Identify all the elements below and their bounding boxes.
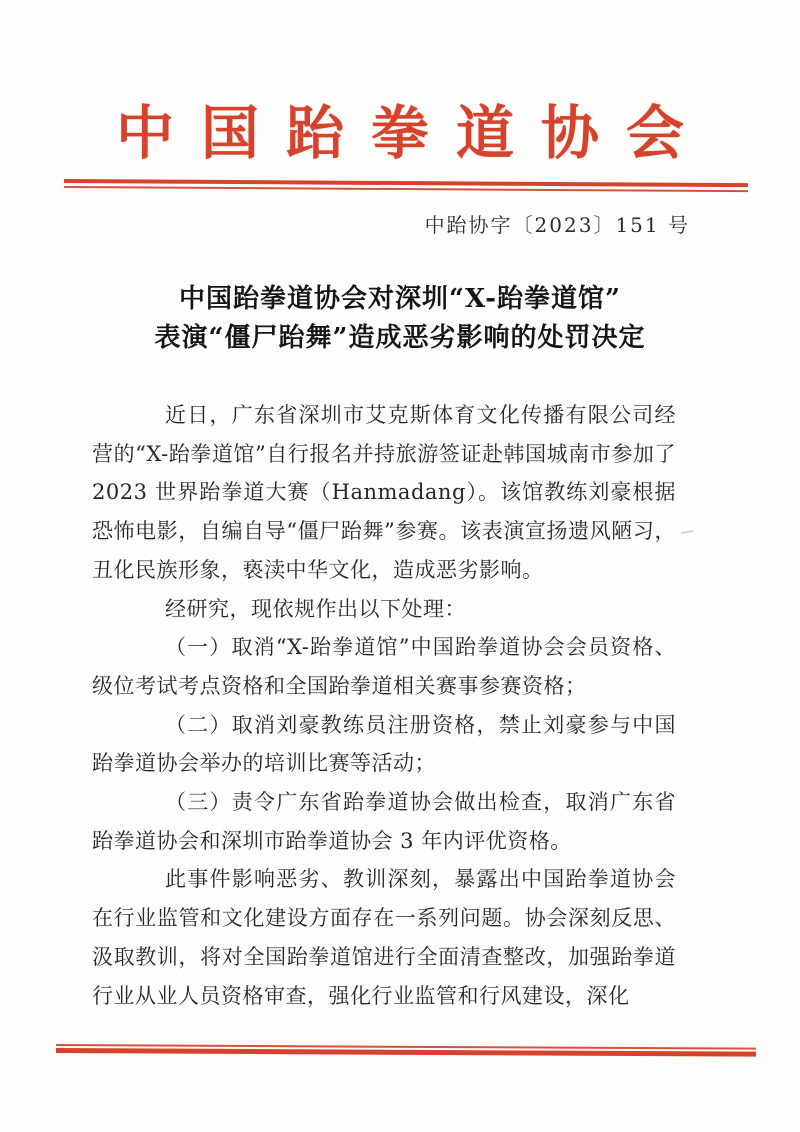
body-paragraph: （一）取消“X-跆拳道馆”中国跆拳道协会会员资格、级位考试考点资格和全国跆拳道相关赛事参赛资格； xyxy=(92,635,676,698)
body-paragraph: 此事件影响恶劣、教训深刻，暴露出中国跆拳道协会在行业监管和文化建设方面存在一系列问题。协会深刻反思、汲取教训，将对全国跆拳道馆进行全面清查整改，加强跆拳道行业从业人员资格审查，强化行业监管和行风建设，深化 xyxy=(92,867,676,1008)
body-paragraph: （二）取消刘豪教练员注册资格，禁止刘豪参与中国跆拳道协会举办的培训比赛等活动； xyxy=(92,712,676,776)
body-paragraph: （三）责令广东省跆拳道协会做出检查，取消广东省跆拳道协会和深圳市跆拳道协会 3 年内评优资格。 xyxy=(92,790,676,853)
scan-artifact-dash xyxy=(681,530,693,534)
document-title-line-1: 中国跆拳道协会对深圳“X-跆拳道馆” xyxy=(179,284,621,314)
document-title-line-2: 表演“僵尸跆舞”造成恶劣影响的处罚决定 xyxy=(154,323,646,353)
body-paragraph: 经研究，现依规作出以下处理： xyxy=(165,596,466,621)
letterhead-org-title: 中国跆拳道协会 xyxy=(115,99,711,167)
document-body xyxy=(92,396,676,1015)
document-number: 中跆协字〔2023〕151 号 xyxy=(424,213,690,237)
document-title xyxy=(0,280,800,358)
letterhead-rule xyxy=(64,179,748,192)
footer-rule xyxy=(56,1044,756,1057)
body-paragraph: 近日，广东省深圳市艾克斯体育文化传播有限公司经营的“X-跆拳道馆”自行报名并持旅游签证赴韩国城南市参加了 2023 世界跆拳道大赛（Hanmadang）。该馆教练刘豪根据恐怖电影，自编自导“僵尸跆舞”参赛。该表演宣扬遗风陋习，丑化民族形象，亵渎中华文化，造成恶劣影响。 xyxy=(92,403,676,582)
